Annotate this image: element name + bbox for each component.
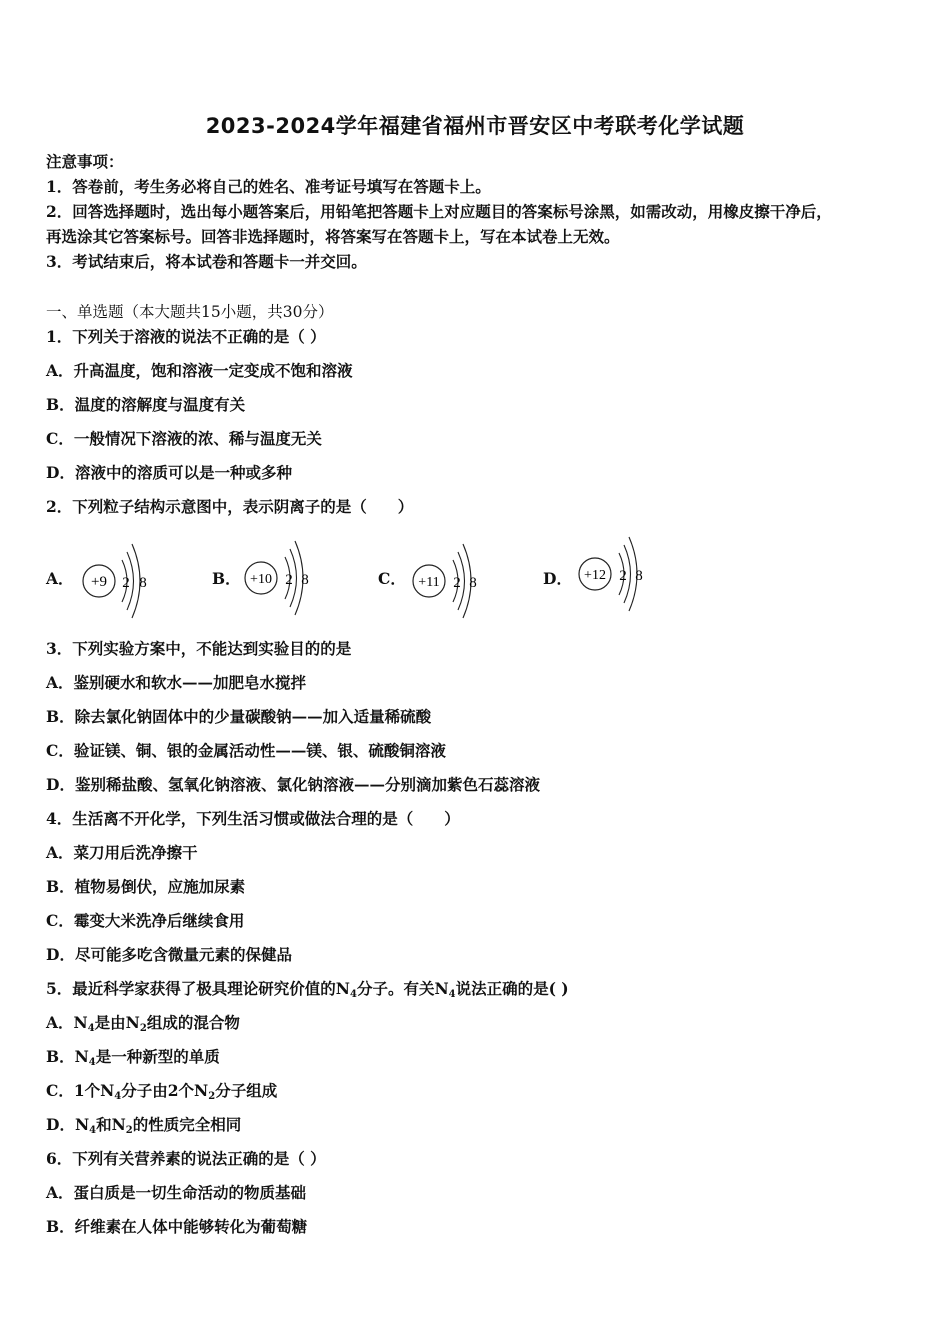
atom-d-nucleus: +12 [584,568,606,583]
notice-heading: 注意事项： [46,152,124,171]
atom-diagram-d [576,533,656,611]
question-4-option-d: D．尽可能多吃含微量元素的保健品 [46,945,292,964]
q5-a-sub-4: 4 [87,1023,95,1034]
atom-diagram-c [410,540,490,618]
q5-stem-sub-4b: 4 [448,989,456,1000]
question-3-stem: 3．下列实验方案中，不能达到实验目的的是 [46,639,352,658]
question-6-option-a: A．蛋白质是一切生命活动的物质基础 [46,1183,307,1202]
atom-diagram-b [243,537,323,615]
question-5-option-a [46,1013,240,1039]
question-2-option-a-label: A． [46,569,74,588]
notice-item-3: 3．考试结束后，将本试卷和答题卡一并交回。 [46,252,367,271]
atom-b-nucleus: +10 [250,572,272,587]
atom-c-nucleus: +11 [418,575,440,590]
q5-c-part-2: 分子由2个N [121,1081,209,1100]
question-5-option-b [46,1047,220,1073]
atom-a-shell-1: 2 [122,575,130,591]
q5-a-part-2: 是由N [94,1013,140,1032]
question-4-option-b: B．植物易倒伏，应施加尿素 [46,877,246,896]
q5-c-sub-4: 4 [114,1091,122,1102]
q5-stem-part-2: 分子。有关N [356,979,449,998]
atom-b-shell-2: 8 [301,572,309,588]
q5-stem-part-1: 5．最近科学家获得了极具理论研究价值的N [46,979,350,998]
q5-d-part-1: D．N [46,1115,90,1134]
atom-c-shell-1: 2 [453,575,461,591]
q5-b-part-1: B．N [46,1047,89,1066]
atom-a-nucleus: +9 [91,574,107,590]
question-1-option-b: B．温度的溶解度与温度有关 [46,395,246,414]
question-1-option-d: D．溶液中的溶质可以是一种或多种 [46,463,292,482]
atom-a-shell-2: 8 [139,575,147,591]
question-5-option-c [46,1081,277,1107]
question-2-option-d-label: D． [543,569,572,588]
q5-c-sub-2: 2 [208,1091,216,1102]
q5-d-part-2: 和N [96,1115,126,1134]
atom-d-shell-2: 8 [635,568,643,584]
q5-a-part-3: 组成的混合物 [146,1013,240,1032]
page-title: 2023-2024学年福建省福州市晋安区中考联考化学试题 [205,114,745,138]
q5-stem-part-3: 说法正确的是( ) [455,979,569,998]
atom-c-shell-2: 8 [469,575,477,591]
q5-c-part-1: C．1个N [46,1081,115,1100]
notice-item-2-cont: 再选涂其它答案标号。回答非选择题时，将答案写在答题卡上，写在本试卷上无效。 [46,227,620,246]
q5-c-part-3: 分子组成 [215,1081,278,1100]
question-6-option-b: B．纤维素在人体中能够转化为葡萄糖 [46,1217,308,1236]
question-3-option-d: D．鉴别稀盐酸、氢氧化钠溶液、氯化钠溶液——分别滴加紫色石蕊溶液 [46,775,540,794]
question-4-stem: 4．生活离不开化学，下列生活习惯或做法合理的是（ ） [46,809,460,828]
notice-item-2: 2．回答选择题时，选出每小题答案后，用铅笔把答题卡上对应题目的答案标号涂黑，如需改动，用橡皮擦干净后， [46,202,832,221]
question-3-option-c: C．验证镁、铜、银的金属活动性——镁、银、硫酸铜溶液 [46,741,446,760]
question-1-stem: 1．下列关于溶液的说法不正确的是（ ） [46,327,326,346]
question-2-stem: 2．下列粒子结构示意图中，表示阴离子的是（ ） [46,497,414,516]
question-4-option-c: C．霉变大米洗净后继续食用 [46,911,245,930]
question-3-option-b: B．除去氯化钠固体中的少量碳酸钠——加入适量稀硫酸 [46,707,432,726]
atom-b-shell-1: 2 [285,572,293,588]
atom-diagram-a [78,540,158,618]
q5-d-sub-4: 4 [89,1125,97,1136]
question-2-option-c-label: C． [378,569,406,588]
section-heading: 一、单选题（本大题共15小题，共30分） [46,303,334,321]
q5-b-part-2: 是一种新型的单质 [95,1047,220,1066]
q5-b-sub-4: 4 [88,1057,96,1068]
question-5-option-d [46,1115,241,1141]
question-1-option-a: A．升高温度，饱和溶液一定变成不饱和溶液 [46,361,353,380]
q5-stem-sub-4: 4 [349,989,357,1000]
question-2-option-b-label: B． [212,569,241,588]
notice-item-1: 1．答卷前，考生务必将自己的姓名、准考证号填写在答题卡上。 [46,177,491,196]
q5-a-sub-2: 2 [139,1023,147,1034]
question-3-option-a: A．鉴别硬水和软水——加肥皂水搅拌 [46,673,307,692]
question-5-stem [46,979,569,1005]
q5-a-part-1: A．N [46,1013,88,1032]
question-4-option-a: A．菜刀用后洗净擦干 [46,843,198,862]
atom-d-shell-1: 2 [619,568,627,584]
question-6-stem: 6．下列有关营养素的说法正确的是（ ） [46,1149,326,1168]
q5-d-part-3: 的性质完全相同 [132,1115,242,1134]
q5-d-sub-2: 2 [125,1125,133,1136]
question-1-option-c: C．一般情况下溶液的浓、稀与温度无关 [46,429,322,448]
